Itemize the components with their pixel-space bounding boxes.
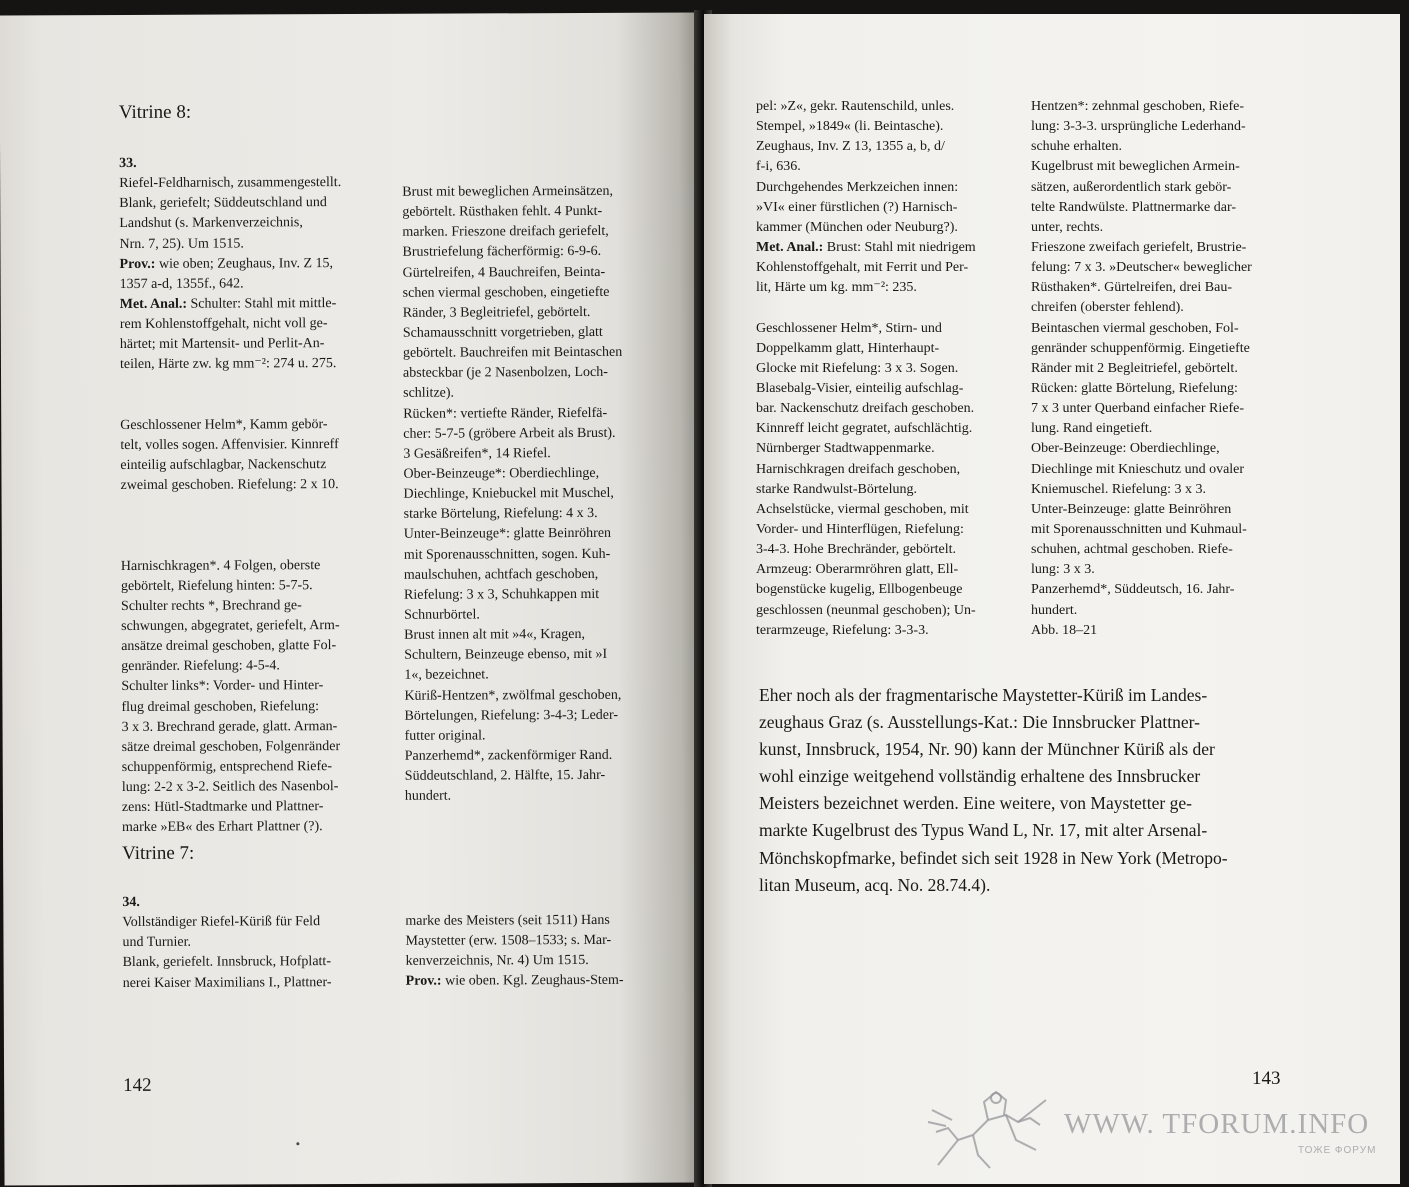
text-line: flug dreimal geschoben, Riefelung: — [121, 698, 319, 715]
site-watermark — [918, 1080, 1388, 1180]
text-line: Ränder mit 2 Begleitriefel, gebörtelt. — [1031, 360, 1238, 376]
text-line: 3 Gesäßreifen*, 14 Riefel. — [403, 445, 551, 462]
text-line: gebörtelt, Riefelung hinten: 5-7-5. — [120, 577, 313, 594]
text-line: telt, volles sogen. Affenvisier. Kinnreff — [120, 437, 339, 453]
entry-33-number: 33. — [119, 155, 137, 172]
text-line: 7 x 3 unter Querband einfacher Riefe- — [1031, 401, 1245, 417]
prose-line: kunst, Innsbruck, 1954, Nr. 90) kann der Münchner Küriß als der — [759, 739, 1215, 760]
text-line: einteilig aufschlagbar, Nackenschutz — [120, 457, 327, 474]
text-line: hundert. — [1031, 602, 1078, 618]
text-line: Ober-Beinzeuge: Oberdiechlinge, — [1031, 441, 1220, 457]
text-line: nerei Kaiser Maximilians I., Plattner- — [122, 974, 332, 991]
text-line: Harnischkragen dreifach geschoben, — [756, 461, 961, 477]
text-line: Blasebalg-Visier, einteilig aufschlag- — [756, 380, 964, 396]
text-line: lung: 2-2 x 3-2. Seitlich des Nasenbol- — [121, 779, 339, 796]
text-line: mit Sporenausschnitten, sogen. Kuh- — [403, 546, 611, 563]
text-line: pel: »Z«, gekr. Rautenschild, unles. — [756, 99, 955, 114]
text-line: Brustriefelung fächerförmig: 6-9-6. — [402, 244, 602, 261]
right-page — [704, 14, 1400, 1184]
text-line: Riefel-Feldharnisch, zusammengestellt. — [119, 175, 342, 192]
text-line: schuppenförmig, entsprechend Riefe- — [121, 759, 333, 775]
text-line: starke Randwulst-Börtelung. — [756, 481, 917, 497]
text-line: Landshut (s. Markenverzeichnis, — [119, 215, 303, 232]
entry-33-metal-analysis: Met. Anal.: Schulter: Stahl mit mittle- — [119, 296, 337, 312]
text-line: schen viermal geschoben, eingetiefte — [402, 284, 610, 301]
page-number-right: 143 — [1252, 1068, 1281, 1089]
text-line: gebörtelt. Rüsthaken fehlt. 4 Punkt- — [402, 204, 603, 220]
text-line: mit Sporenausschnitten und Kuhmaul- — [1031, 521, 1247, 537]
page-number-left: 142 — [123, 1074, 152, 1097]
text-line: lit, Härte um kg. mm⁻²: 235. — [756, 280, 917, 296]
watermark-tagline: ТОЖЕ ФОРУМ — [1298, 1145, 1377, 1156]
text-line: Ober-Beinzeuge*: Oberdiechlinge, — [403, 465, 600, 482]
text-line: zweimal geschoben. Riefelung: 2 x 10. — [120, 477, 339, 494]
page-speck — [296, 1142, 299, 1145]
text-line: Geschlossener Helm*, Kamm gebör- — [120, 416, 328, 433]
text-line: Vollständiger Riefel-Küriß für Feld — [122, 914, 321, 931]
text-line: Glocke mit Riefelung: 3 x 3. Sogen. — [756, 360, 959, 376]
commentary-paragraph — [759, 682, 1399, 899]
text-line: Brust mit beweglichen Armeinsätzen, — [402, 183, 613, 200]
text-line: Achselstücke, viermal geschoben, mit — [756, 501, 969, 517]
text-line: Blank, geriefelt. Innsbruck, Hofplatt- — [122, 954, 332, 971]
text-line: Blank, geriefelt; Süddeutschland und — [119, 195, 327, 212]
entry-33-provenance-cont: 1357 a-d, 1355f., 642. — [119, 276, 244, 292]
entry-34-column-1 — [122, 892, 331, 994]
vitrine-7-heading: Vitrine 7: — [122, 842, 195, 865]
text-line: futter original. — [404, 728, 486, 744]
text-line: Rücken: glatte Börtelung, Riefelung: — [1031, 380, 1238, 396]
entry-33-metal-analysis-cont — [120, 314, 342, 375]
entry-33-column-2 — [402, 182, 624, 807]
text-line: Schulter links*: Vorder- und Hinter- — [121, 678, 324, 695]
entry-33-description — [119, 173, 341, 255]
text-line: lung: 3-3-3. ursprüngliche Lederhand- — [1031, 119, 1246, 135]
text-line: zens: Hütl-Stadtmarke und Plattner- — [121, 799, 324, 816]
text-line: terarmzeuge, Riefelung: 3-3-3. — [756, 622, 929, 638]
text-line: Schulter rechts *, Brechrand ge- — [120, 598, 302, 614]
text-line: Gürtelreifen, 4 Bauchreifen, Beinta- — [402, 264, 606, 281]
text-line: Harnischkragen*. 4 Folgen, oberste — [120, 557, 321, 574]
text-line: Ränder, 3 Begleitriefel, gebörtelt. — [402, 304, 591, 321]
text-line: lung: 3 x 3. — [1031, 562, 1095, 578]
text-line: lung. Rand eingetieft. — [1031, 421, 1153, 437]
knight-rider-logo-icon — [918, 1080, 1068, 1180]
text-line: Abb. 18–21 — [1031, 622, 1098, 638]
text-line: unter, rechts. — [1031, 219, 1104, 235]
prose-line: markte Kugelbrust des Typus Wand L, Nr. 17, mit alter Arsenal- — [759, 820, 1208, 841]
text-line: marke »EB« des Erhart Plattner (?). — [121, 819, 323, 836]
text-line: schuhe erhalten. — [1031, 139, 1122, 155]
text-line: schwungen, abgegratet, geriefelt, Arm- — [121, 618, 340, 634]
text-line: gebörtelt. Bauchreifen mit Beintaschen — [402, 344, 623, 361]
entry-33-gorget-shoulders — [121, 556, 344, 839]
text-line: Nrn. 7, 25). Um 1515. — [119, 236, 244, 252]
prose-line: litan Museum, acq. No. 28.74.4). — [759, 874, 991, 895]
text-line: Diechlinge, Kniebuckel mit Muschel, — [403, 485, 614, 502]
text-line: felung: 7 x 3. »Deutscher« beweglicher — [1031, 260, 1252, 276]
text-line: absteckbar (je 2 Nasenbolzen, Loch- — [402, 365, 608, 382]
text-line: Schnurbörtel. — [404, 607, 480, 623]
text-line: 1«, bezeichnet. — [404, 667, 489, 684]
text-line: maulschuhen, achtfach geschoben, — [403, 566, 599, 583]
text-line: Kinnreff leicht gegratet, aufschlächtig. — [756, 421, 973, 437]
prose-line: Eher noch als der fragmentarische Maystetter-Küriß im Landes- — [759, 685, 1208, 705]
text-line: Brust innen alt mit »4«, Kragen, — [404, 627, 586, 643]
text-line: Küriß-Hentzen*, zwölfmal geschoben, — [404, 687, 622, 704]
text-line: Kohlenstoffgehalt, mit Ferrit und Per- — [756, 260, 969, 276]
entry-34-armour-description — [756, 319, 976, 641]
entry-34-continuation-column-2 — [1031, 97, 1252, 641]
text-line: genränder schuppenförmig. Eingetiefte — [1031, 340, 1250, 356]
text-line: schlitze). — [403, 385, 455, 402]
vitrine-8-heading: Vitrine 8: — [118, 101, 192, 124]
entry-34-continuation-column-1 — [756, 97, 976, 641]
text-line: Panzerhemd*, Süddeutsch, 16. Jahr- — [1031, 582, 1235, 598]
watermark-site-text: WWW. TFORUM.INFO — [1064, 1108, 1370, 1140]
prose-line: Meisters bezeichnet werden. Eine weitere, von Maystetter ge- — [759, 793, 1192, 814]
text-line: Rücken*: vertiefte Ränder, Riefelfä- — [403, 405, 608, 422]
text-line: Frieszone zweifach geriefelt, Brustrie- — [1031, 239, 1247, 255]
prose-line: zeughaus Graz (s. Ausstellungs-Kat.: Die Innsbrucker Plattner- — [759, 712, 1200, 733]
text-line: rem Kohlenstoffgehalt, nicht voll ge- — [119, 316, 328, 333]
text-line: Hentzen*: zehnmal geschoben, Riefe- — [1031, 99, 1245, 114]
text-line: »VI« einer fürstlichen (?) Harnisch- — [756, 199, 958, 215]
text-line: Unter-Beinzeuge*: glatte Beinröhren — [403, 526, 612, 543]
text-line: ansätze dreimal geschoben, glatte Fol- — [121, 638, 337, 655]
entry-34-column-2 — [405, 911, 623, 993]
entry-33-provenance: Prov.: wie oben; Zeughaus, Inv. Z 15, — [119, 255, 334, 272]
text-line: Schultern, Beinzeuge ebenso, mit »I — [404, 647, 608, 664]
text-line: Rüsthaken*. Gürtelreifen, drei Bau- — [1031, 280, 1232, 296]
prose-line: Mönchskopfmarke, befindet sich seit 1928 in New York (Metropo- — [759, 847, 1228, 868]
text-line: Kniemuschel. Riefelung: 3 x 3. — [1031, 481, 1206, 497]
text-line: teilen, Härte zw. kg mm⁻²: 274 u. 275. — [119, 356, 337, 373]
text-line: kenverzeichnis, Nr. 4) Um 1515. — [405, 953, 589, 970]
text-line: Süddeutschland, 2. Hälfte, 15. Jahr- — [404, 767, 606, 784]
text-line: Stempel, »1849« (li. Beintasche). — [756, 119, 944, 135]
text-line: Durchgehendes Merkzeichen innen: — [756, 179, 959, 195]
text-line: bogenstücke kugelig, Ellbogenbeuge — [756, 582, 963, 598]
entry-34-metal-analysis: Met. Anal.: Brust: Stahl mit niedrigem — [756, 239, 976, 255]
entry-33-column-1 — [119, 153, 344, 838]
text-line: Vorder- und Hinterflügen, Riefelung: — [756, 521, 964, 537]
text-line: Beintaschen viermal geschoben, Fol- — [1031, 320, 1239, 336]
text-line: Geschlossener Helm*, Stirn- und — [756, 320, 942, 336]
text-line: marke des Meisters (seit 1511) Hans — [405, 912, 610, 929]
text-line: sätze dreimal geschoben, Folgenränder — [121, 738, 341, 755]
text-line: cher: 5-7-5 (gröbere Arbeit als Brust). — [403, 425, 616, 442]
text-line: kammer (München oder Neuburg?). — [756, 219, 958, 235]
text-line: telte Randwülste. Plattnermarke dar- — [1031, 199, 1236, 215]
text-line: chreifen (oberster fehlend). — [1031, 300, 1184, 316]
left-page — [0, 12, 705, 1185]
text-line: härtet; mit Martensit- und Perlit-An- — [119, 336, 325, 353]
text-line: Nürnberger Stadtwappenmarke. — [756, 441, 935, 457]
text-line: 3 x 3. Brechrand gerade, glatt. Arman- — [121, 718, 338, 735]
text-line: starke Börtelung, Riefelung: 4 x 3. — [403, 506, 598, 523]
text-line: Armzeug: Oberarmröhren glatt, Ell- — [756, 562, 959, 578]
text-line: hundert. — [404, 788, 452, 804]
text-line: 3-4-3. Hohe Brechränder, gebörtelt. — [756, 542, 957, 558]
entry-34-provenance: Prov.: wie oben. Kgl. Zeughaus-Stem- — [405, 973, 624, 990]
text-line: Diechlinge mit Knieschutz und ovaler — [1031, 461, 1245, 477]
text-line: Maystetter (erw. 1508–1533; s. Mar- — [405, 933, 612, 949]
text-line: und Turnier. — [122, 934, 191, 951]
text-line: marken. Frieszone dreifach geriefelt, — [402, 224, 609, 241]
text-line: sätzen, außerordentlich stark gebör- — [1031, 179, 1232, 195]
text-line: Kugelbrust mit beweglichen Armein- — [1031, 159, 1240, 175]
text-line: genränder. Riefelung: 4-5-4. — [121, 658, 280, 675]
entry-34-number: 34. — [122, 894, 140, 911]
text-line: Panzerhemd*, zackenförmiger Rand. — [404, 747, 613, 764]
text-line: f-i, 636. — [756, 159, 801, 175]
text-line: Zeughaus, Inv. Z 13, 1355 a, b, d/ — [756, 139, 945, 155]
text-line: bar. Nackenschutz dreifach geschoben. — [756, 401, 975, 417]
text-line: geschlossen (neunmal geschoben); Un- — [756, 602, 976, 618]
text-line: Börtelungen, Riefelung: 3-4-3; Leder- — [404, 707, 619, 724]
text-line: Schamausschnitt vorgetrieben, glatt — [402, 324, 603, 341]
entry-33-helmet-description — [120, 415, 342, 497]
text-line: Unter-Beinzeuge: glatte Beinröhren — [1031, 501, 1232, 517]
text-line: Riefelung: 3 x 3, Schuhkappen mit — [403, 586, 600, 603]
text-line: schuhen, achtmal geschoben. Riefe- — [1031, 542, 1233, 558]
prose-line: wohl einzige weitgehend vollständig erhaltene des Innsbrucker — [759, 766, 1201, 787]
text-line: Doppelkamm glatt, Hinterhaupt- — [756, 340, 940, 356]
